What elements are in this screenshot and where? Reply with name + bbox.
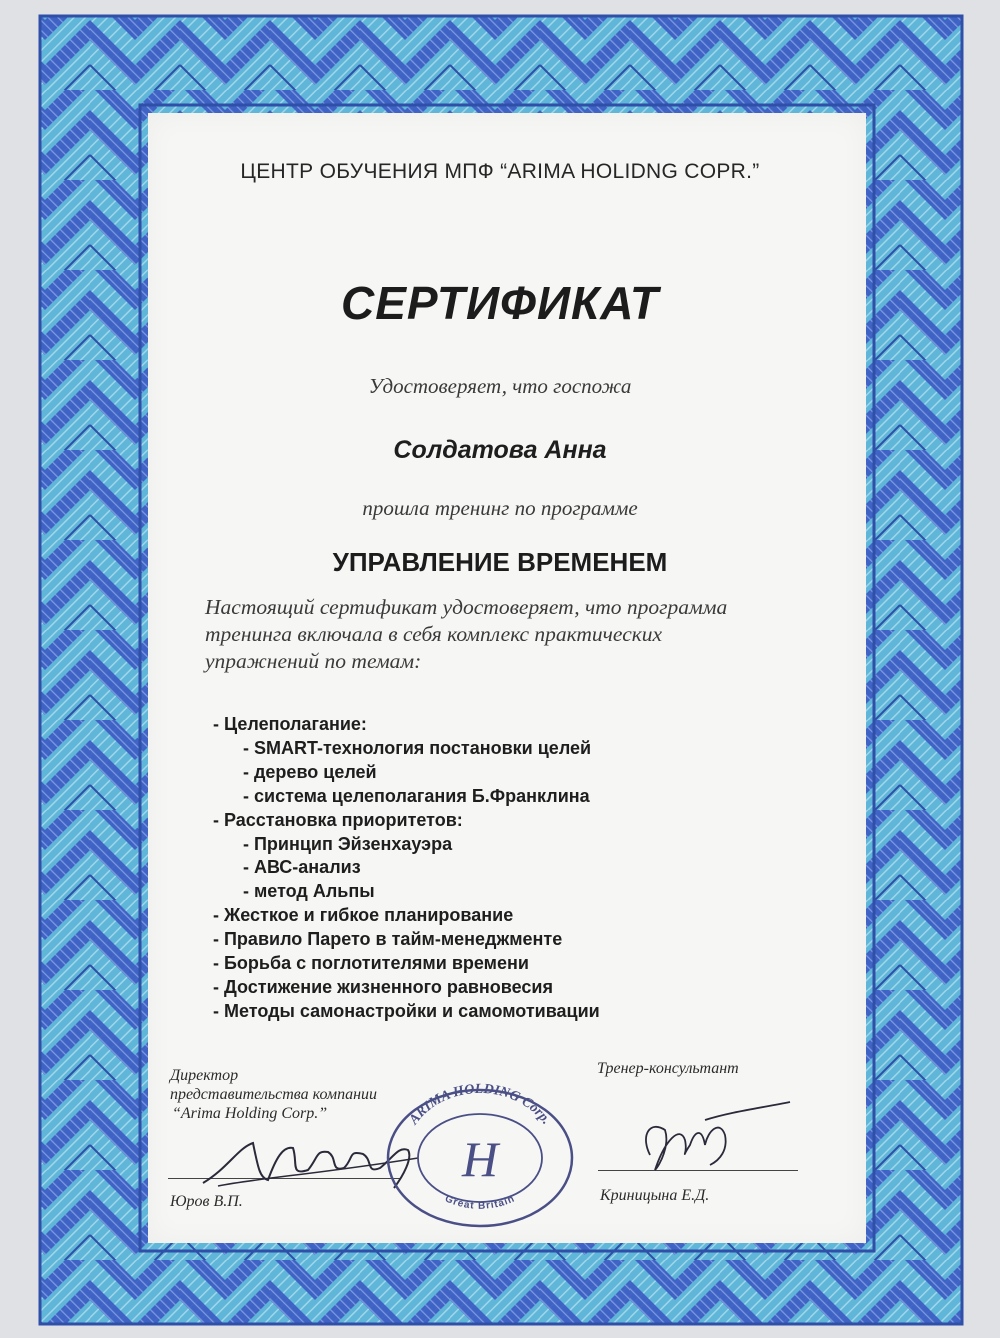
topic-item: - Расстановка приоритетов: xyxy=(213,809,463,830)
topic-item: - Достижение жизненного равновесия xyxy=(213,976,553,997)
trainer-label: Тренер-консультант xyxy=(597,1060,739,1077)
topic-item: - Целеполагание: xyxy=(213,714,367,734)
description-paragraph xyxy=(205,594,845,675)
director-label xyxy=(170,1066,377,1123)
subtopic-item: - АВС-анализ xyxy=(243,857,361,878)
subtopic-item: - метод Альпы xyxy=(243,881,375,902)
description-line: упражнений по темам: xyxy=(205,649,422,673)
director-title-line: “Arima Holding Corp.” xyxy=(172,1105,328,1122)
director-title-line: Директор xyxy=(170,1067,239,1084)
topic-item: - Борьба с поглотителями времени xyxy=(213,953,529,974)
stamp-monogram: H xyxy=(461,1131,499,1187)
director-title-line: представительства компании xyxy=(170,1086,378,1103)
trainer-name: Криницына Е.Д. xyxy=(600,1187,710,1204)
topic-item: - Жесткое и гибкое планирование xyxy=(213,905,514,926)
description-line: Настоящий сертификат удостоверяет, что программа xyxy=(205,595,728,619)
trainer-signature xyxy=(610,1100,800,1180)
subtopic-item: - Принцип Эйзенхауэра xyxy=(243,833,453,854)
topics-list xyxy=(213,713,813,1024)
stamp-bottom-text: Great Britain xyxy=(443,1193,517,1212)
recipient-name: Солдатова Анна xyxy=(393,436,607,464)
topic-item: - Правило Парето в тайм-менеджменте xyxy=(213,929,563,950)
stamp-top-text: ARIMA HOLDING Corp. xyxy=(406,1081,554,1128)
subtopic-item: - SMART-технология постановки целей xyxy=(243,737,592,758)
description-line: тренинга включала в себя комплекс практических xyxy=(205,622,663,646)
completed-line: прошла тренинг по программе xyxy=(362,496,638,520)
subtopic-item: - дерево целей xyxy=(243,761,377,782)
subtopic-item: - система целеполагания Б.Франклина xyxy=(243,785,590,806)
topic-item: - Методы самонастройки и самомотивации xyxy=(213,1000,600,1021)
svg-text:ARIMA HOLDING Corp. xyxy=(406,1082,554,1128)
certifies-line: Удостоверяет, что госпожа xyxy=(368,374,632,398)
certificate-title: СЕРТИФИКАТ xyxy=(341,277,659,329)
company-stamp xyxy=(380,1078,580,1228)
program-name: УПРАВЛЕНИЕ ВРЕМЕНЕМ xyxy=(332,547,668,577)
svg-text:Great Britain xyxy=(443,1193,517,1211)
organization-header: ЦЕНТР ОБУЧЕНИЯ МПФ “ARIMA HOLIDNG COPR.” xyxy=(240,160,760,183)
director-name: Юров В.П. xyxy=(170,1193,243,1210)
